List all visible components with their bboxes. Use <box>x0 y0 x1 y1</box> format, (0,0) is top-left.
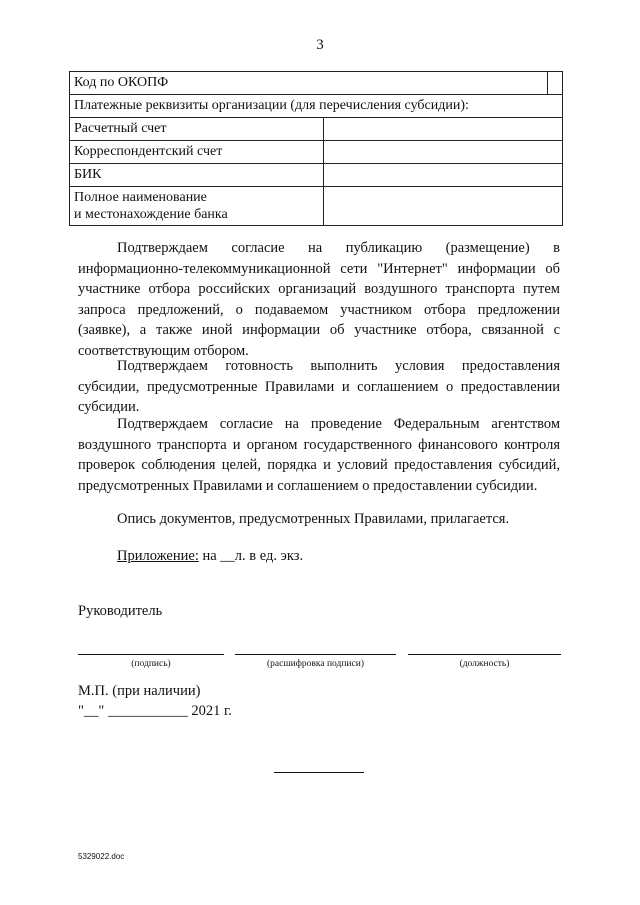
head-title: Руководитель <box>78 603 163 619</box>
inventory-paragraph: Опись документов, предусмотренных Правилами, прилагается. <box>117 511 510 527</box>
consent-inspection-paragraph: Подтверждаем согласие на проведение Федеральным агентством воздушного транспорта и органом государственного финансового контроля проверок соблюдения целей, порядка и условий предоставления субсидий, предусмотренных Правилами и соглашением о предоставлении субсидии. <box>78 416 560 494</box>
okopf-value-cell <box>548 72 563 95</box>
signature-line <box>78 654 224 655</box>
bank-name-line1: Полное наименование <box>74 190 207 205</box>
attachment-text: на __л. в ед. экз. <box>198 548 304 564</box>
payment-details-header: Платежные реквизиты организации (для перечисления субсидии): <box>70 95 563 118</box>
position-line <box>408 654 561 655</box>
requisites-table <box>69 71 563 226</box>
bik-label: БИК <box>70 164 324 187</box>
end-divider <box>274 772 364 773</box>
decoding-line <box>235 654 396 655</box>
okopf-label: Код по ОКОПФ <box>70 72 548 95</box>
signature-caption: (подпись) <box>131 659 171 669</box>
date-line: "__" ___________ 2021 г. <box>78 703 232 719</box>
bank-name-value <box>324 187 563 226</box>
table-row <box>70 141 563 164</box>
decoding-caption: (расшифровка подписи) <box>267 659 364 669</box>
attachment-line <box>117 548 303 565</box>
correspondent-account-value <box>324 141 563 164</box>
correspondent-account-label: Корреспондентский счет <box>70 141 324 164</box>
table-row <box>70 164 563 187</box>
table-row <box>70 118 563 141</box>
bank-name-line2: и местонахождение банка <box>74 207 228 222</box>
consent-publication-paragraph: Подтверждаем согласие на публикацию (размещение) в информационно-телекоммуникационной сети "Интернет" информации об участнике отбора российских организаций воздушного транспорта путем запроса предложений, о подаваемом участником отбора предложении (заявке), а также иной информации об участнике отбора, связанной с соответствующим отбором. <box>78 240 560 359</box>
document-id: 5329022.doc <box>78 852 125 861</box>
stamp-label: М.П. (при наличии) <box>78 683 201 699</box>
settlement-account-label: Расчетный счет <box>70 118 324 141</box>
page-number: 3 <box>316 37 324 53</box>
bik-value <box>324 164 563 187</box>
attachment-label: Приложение: <box>117 548 199 564</box>
readiness-paragraph: Подтверждаем готовность выполнить условия предоставления субсидии, предусмотренные Правилами и соглашением о предоставлении субсидии. <box>78 358 560 415</box>
position-caption: (должность) <box>459 659 510 669</box>
bank-name-label <box>70 187 324 226</box>
table-row <box>70 95 563 118</box>
table-row <box>70 187 563 226</box>
table-row <box>70 72 563 95</box>
settlement-account-value <box>324 118 563 141</box>
